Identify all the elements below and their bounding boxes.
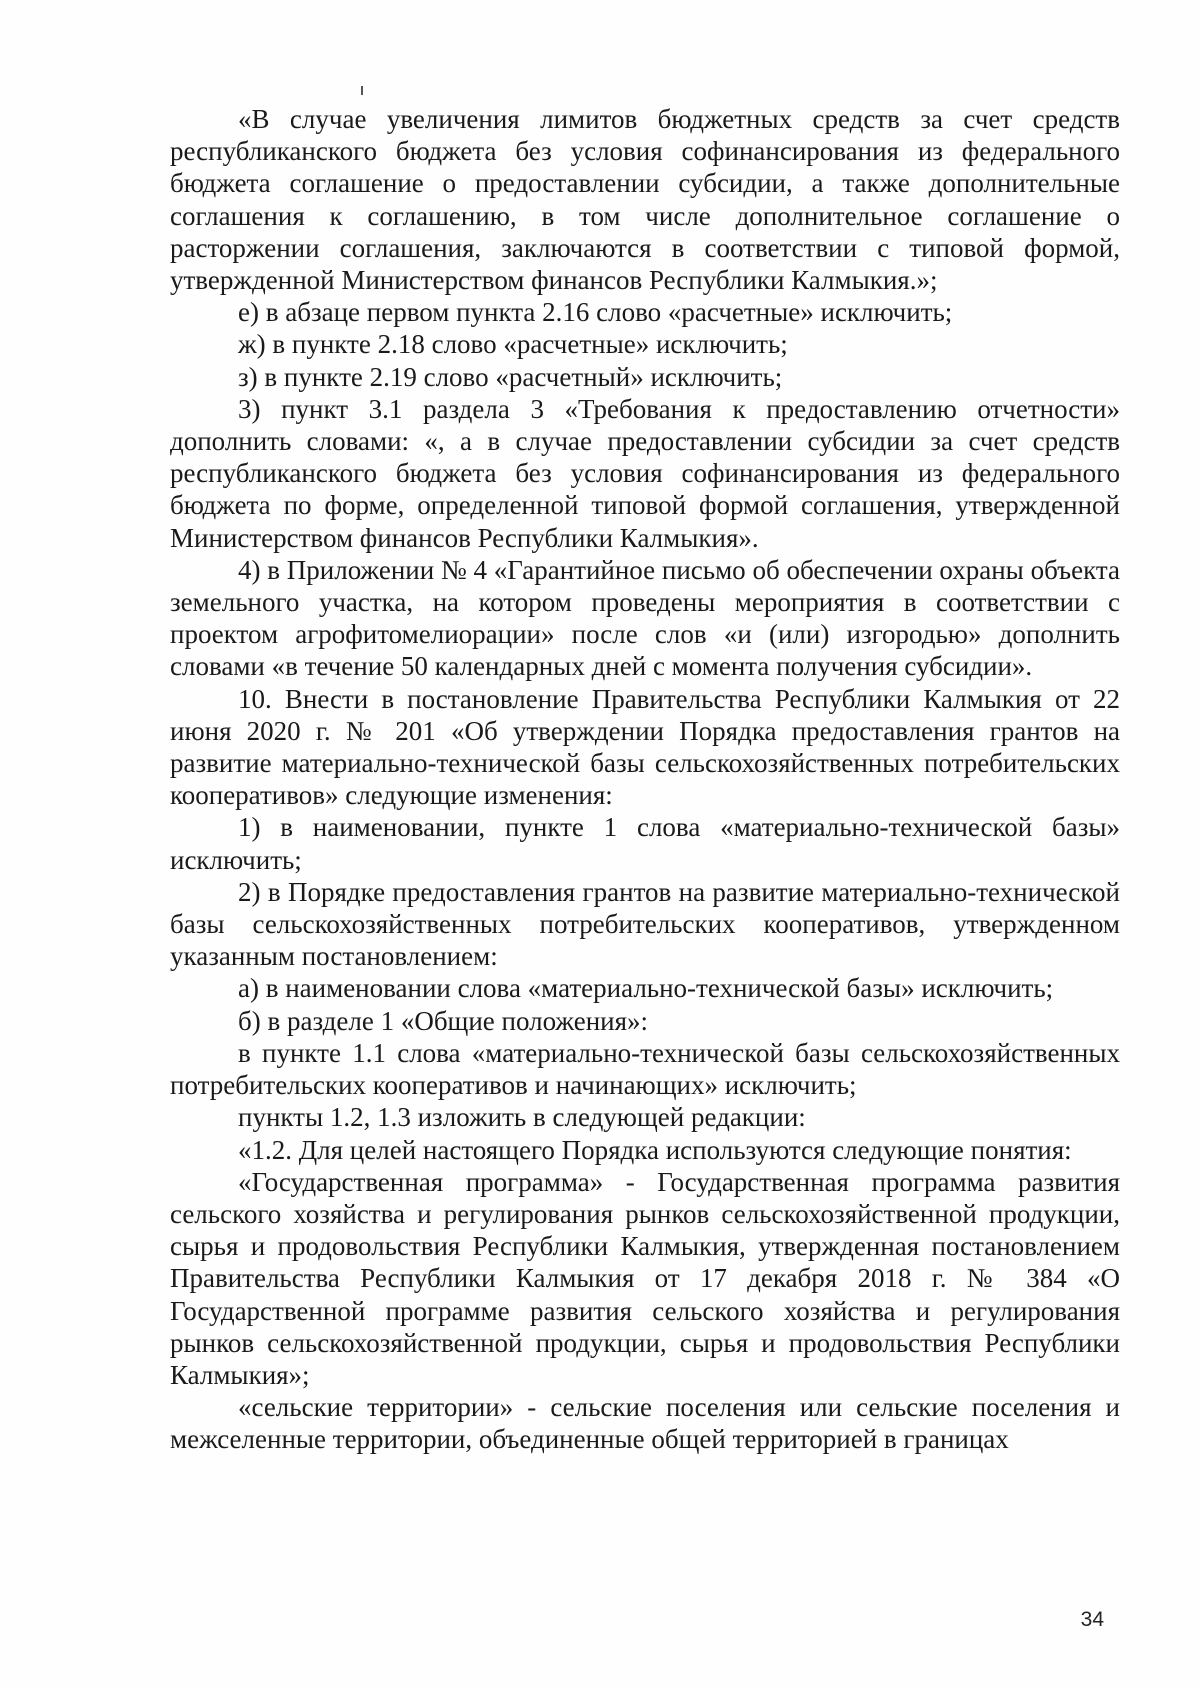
- paragraph-9: 2) в Порядке предоставления грантов на развитие материально-технической базы сельскохозяйственных потребительских кооперативов, утвержденном указанным постановлением:: [170, 876, 1120, 972]
- paragraph-8: 1) в наименовании, пункте 1 слова «материально-технической базы» исключить;: [170, 812, 1120, 875]
- paragraph-12: в пункте 1.1 слова «материально-технической базы сельскохозяйственных потребительских кооперативов и начинающих» исключить;: [170, 1037, 1120, 1101]
- page-number: 34: [1080, 1608, 1104, 1631]
- paragraph-2: е) в абзаце первом пункта 2.16 слово «расчетные» исключить;: [238, 297, 953, 328]
- document-body: [170, 103, 1120, 1456]
- paragraph-11: б) в разделе 1 «Общие положения»:: [238, 1005, 649, 1036]
- paragraph-3: ж) в пункте 2.18 слово «расчетные» исключить;: [238, 329, 788, 360]
- paragraph-16: «сельские территории» - сельские поселения или сельские поселения и межселенные территории, объединенные общей территорией в границах: [170, 1392, 1120, 1455]
- scan-mark: [361, 86, 363, 95]
- paragraph-6: 4) в Приложении № 4 «Гарантийное письмо об обеспечении охраны объекта земельного участка, на котором проведены мероприятия в соответствии с проектом агрофитомелиорации» после слов «и (или) изгородью» дополнить словами «в течение 50 календарных дней с момента получения субсидии».: [170, 554, 1120, 682]
- paragraph-13: пункты 1.2, 1.3 изложить в следующей редакции:: [238, 1102, 806, 1133]
- paragraph-4: з) в пункте 2.19 слово «расчетный» исключить;: [238, 361, 783, 392]
- paragraph-1: «В случае увеличения лимитов бюджетных средств за счет средств республиканского бюджета без условия софинансирования из федерального бюджета соглашение о предоставлении субсидии, а также дополнительные соглашения к соглашению, в том числе дополнительное соглашение о расторжении соглашения, заключаются в соответствии с типовой формой, утвержденной Министерством финансов Республики Калмыкия.»;: [170, 104, 1120, 296]
- paragraph-5: 3) пункт 3.1 раздела 3 «Требования к предоставлению отчетности» дополнить словами: «, а в случае предоставлении субсидии за счет средств республиканского бюджета без условия софинансирования из федерального бюджета по форме, определенной типовой формой соглашения, утвержденной Министерством финансов Республики Калмыкия».: [170, 393, 1120, 553]
- paragraph-14: «1.2. Для целей настоящего Порядка используются следующие понятия:: [238, 1134, 1072, 1165]
- paragraph-10: а) в наименовании слова «материально-технической базы» исключить;: [238, 973, 1054, 1004]
- paragraph-15: «Государственная программа» - Государственная программа развития сельского хозяйства и регулирования рынков сельскохозяйственной продукции, сырья и продовольствия Республики Калмыкия, утвержденная постановлением Правительства Республики Калмыкия от 17 декабря 2018 г. № 384 «О Государственной программе развития сельского хозяйства и регулирования рынков сельскохозяйственной продукции, сырья и продовольствия Республики Калмыкия»;: [170, 1166, 1120, 1390]
- paragraph-7: 10. Внести в постановление Правительства Республики Калмыкия от 22 июня 2020 г. № 201 «Об утверждении Порядка предоставления грантов на развитие материально-технической базы сельскохозяйственных потребительских кооперативов» следующие изменения:: [170, 683, 1120, 811]
